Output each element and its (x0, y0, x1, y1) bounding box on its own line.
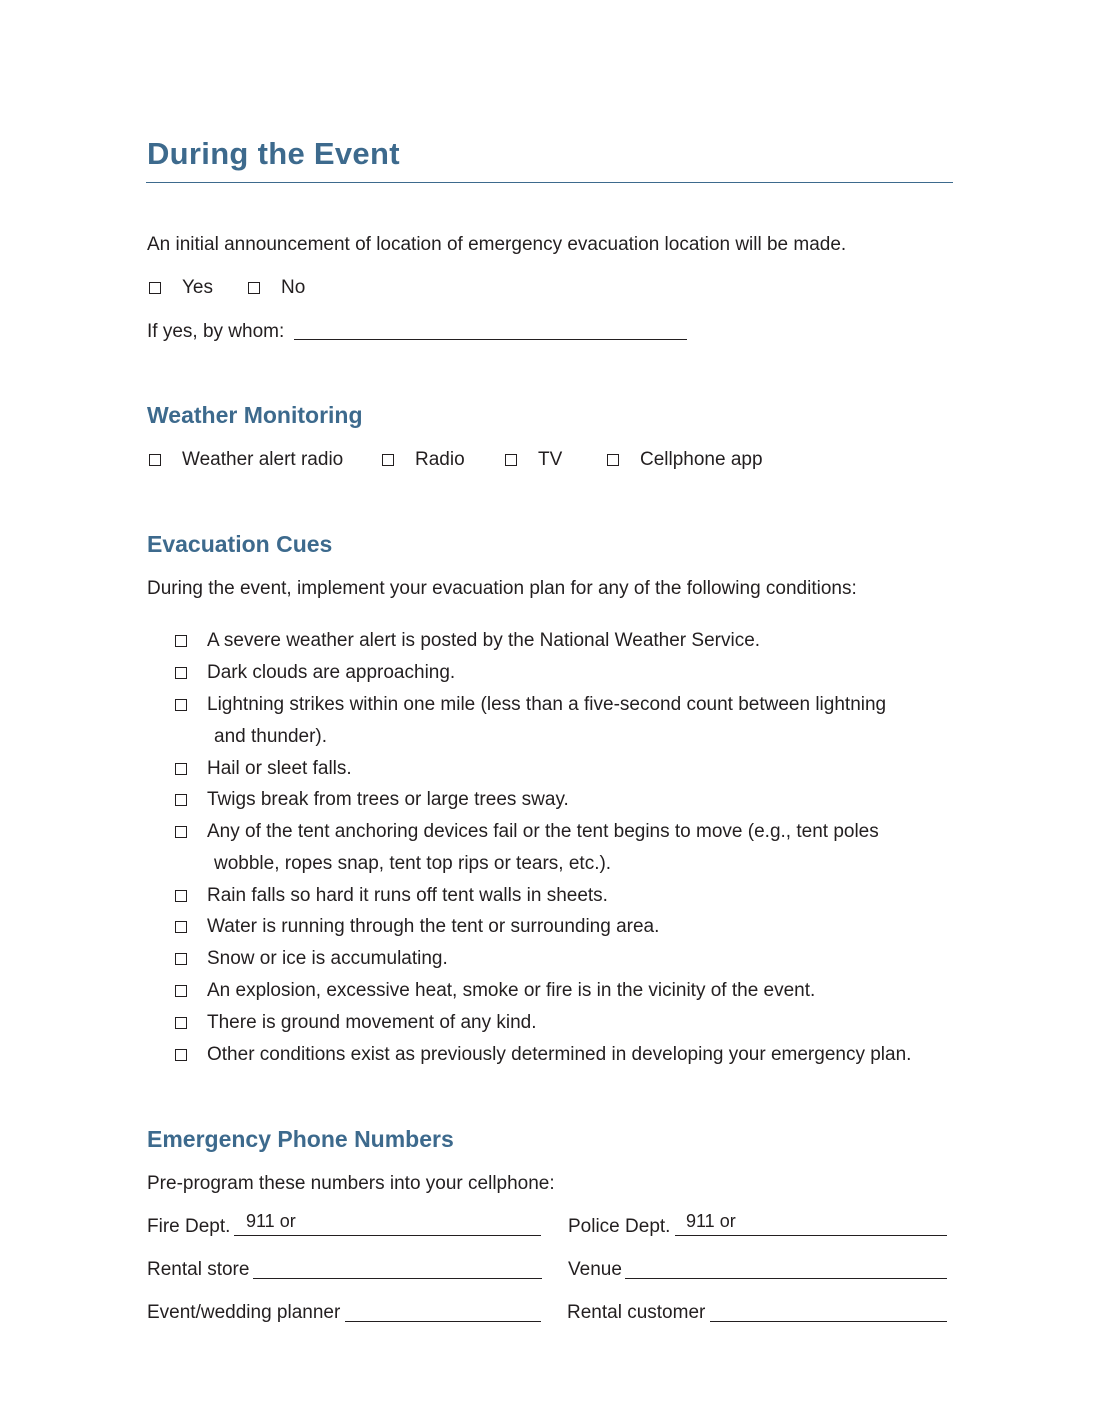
page-title: During the Event (147, 136, 400, 171)
yes-checkbox[interactable] (149, 282, 161, 294)
radio-checkbox[interactable] (382, 454, 394, 466)
evac-cue-text: Dark clouds are approaching. (207, 662, 456, 683)
rental-store-label: Rental store (147, 1259, 250, 1280)
evac-cue-text: Hail or sleet falls. (207, 758, 352, 779)
evac-cue-text: Snow or ice is accumulating. (207, 948, 448, 969)
evac-cue-checkbox[interactable] (175, 794, 187, 806)
evac-cue-text: A severe weather alert is posted by the National Weather Service. (207, 630, 761, 651)
fire-dept-prefill: 911 or (246, 1211, 296, 1231)
evacuation-heading: Evacuation Cues (147, 531, 333, 557)
weather-alert-radio-checkbox[interactable] (149, 454, 161, 466)
rental-customer-label: Rental customer (567, 1302, 706, 1323)
weather-alert-radio-label: Weather alert radio (182, 449, 344, 470)
evac-cue-text-continued: wobble, ropes snap, tent top rips or tears, etc.). (214, 853, 612, 874)
tv-checkbox[interactable] (505, 454, 517, 466)
by-whom-field[interactable] (294, 339, 687, 340)
phones-heading: Emergency Phone Numbers (147, 1126, 454, 1152)
planner-label: Event/wedding planner (147, 1302, 341, 1323)
venue-field[interactable] (625, 1278, 947, 1279)
police-dept-prefill: 911 or (686, 1211, 736, 1231)
rental-store-field[interactable] (253, 1278, 542, 1279)
evac-cue-text-continued: and thunder). (214, 726, 328, 747)
no-checkbox[interactable] (248, 282, 260, 294)
evac-cue-text: There is ground movement of any kind. (207, 1012, 537, 1033)
evac-cue-text: Rain falls so hard it runs off tent walls in sheets. (207, 885, 608, 906)
evac-cue-text: Lightning strikes within one mile (less than a five-second count between lightning (207, 694, 887, 715)
planner-field[interactable] (345, 1321, 541, 1322)
evac-cue-text: An explosion, excessive heat, smoke or fire is in the vicinity of the event. (207, 980, 816, 1001)
yes-label: Yes (182, 277, 213, 298)
tv-label: TV (538, 449, 563, 470)
cellphone-app-checkbox[interactable] (607, 454, 619, 466)
fire-dept-field[interactable] (234, 1235, 541, 1236)
evacuation-intro: During the event, implement your evacuation plan for any of the following conditions: (147, 578, 857, 599)
evac-cue-text: Twigs break from trees or large trees sway. (207, 789, 569, 810)
evac-cue-checkbox[interactable] (175, 953, 187, 965)
evac-cue-checkbox[interactable] (175, 921, 187, 933)
radio-label: Radio (415, 449, 465, 470)
fire-dept-label: Fire Dept. (147, 1216, 231, 1237)
title-divider (146, 182, 953, 183)
evac-cue-checkbox[interactable] (175, 635, 187, 647)
evac-cue-checkbox[interactable] (175, 763, 187, 775)
venue-label: Venue (568, 1259, 622, 1280)
weather-heading: Weather Monitoring (147, 402, 363, 428)
evac-cue-text: Water is running through the tent or surrounding area. (207, 916, 660, 937)
rental-customer-field[interactable] (710, 1321, 947, 1322)
by-whom-label: If yes, by whom: (147, 321, 285, 342)
phones-intro: Pre-program these numbers into your cellphone: (147, 1173, 555, 1194)
evac-cue-text: Any of the tent anchoring devices fail or the tent begins to move (e.g., tent poles (207, 821, 879, 842)
evac-cue-checkbox[interactable] (175, 985, 187, 997)
evac-cue-checkbox[interactable] (175, 1049, 187, 1061)
evac-cue-checkbox[interactable] (175, 667, 187, 679)
evac-cue-checkbox[interactable] (175, 1017, 187, 1029)
police-dept-label: Police Dept. (568, 1216, 671, 1237)
announcement-statement: An initial announcement of location of emergency evacuation location will be made. (147, 234, 847, 255)
evac-cue-checkbox[interactable] (175, 699, 187, 711)
evac-cue-checkbox[interactable] (175, 826, 187, 838)
police-dept-field[interactable] (675, 1235, 947, 1236)
evac-cue-text: Other conditions exist as previously determined in developing your emergency plan. (207, 1044, 912, 1065)
cellphone-app-label: Cellphone app (640, 449, 763, 470)
evac-cue-checkbox[interactable] (175, 890, 187, 902)
no-label: No (281, 277, 306, 298)
